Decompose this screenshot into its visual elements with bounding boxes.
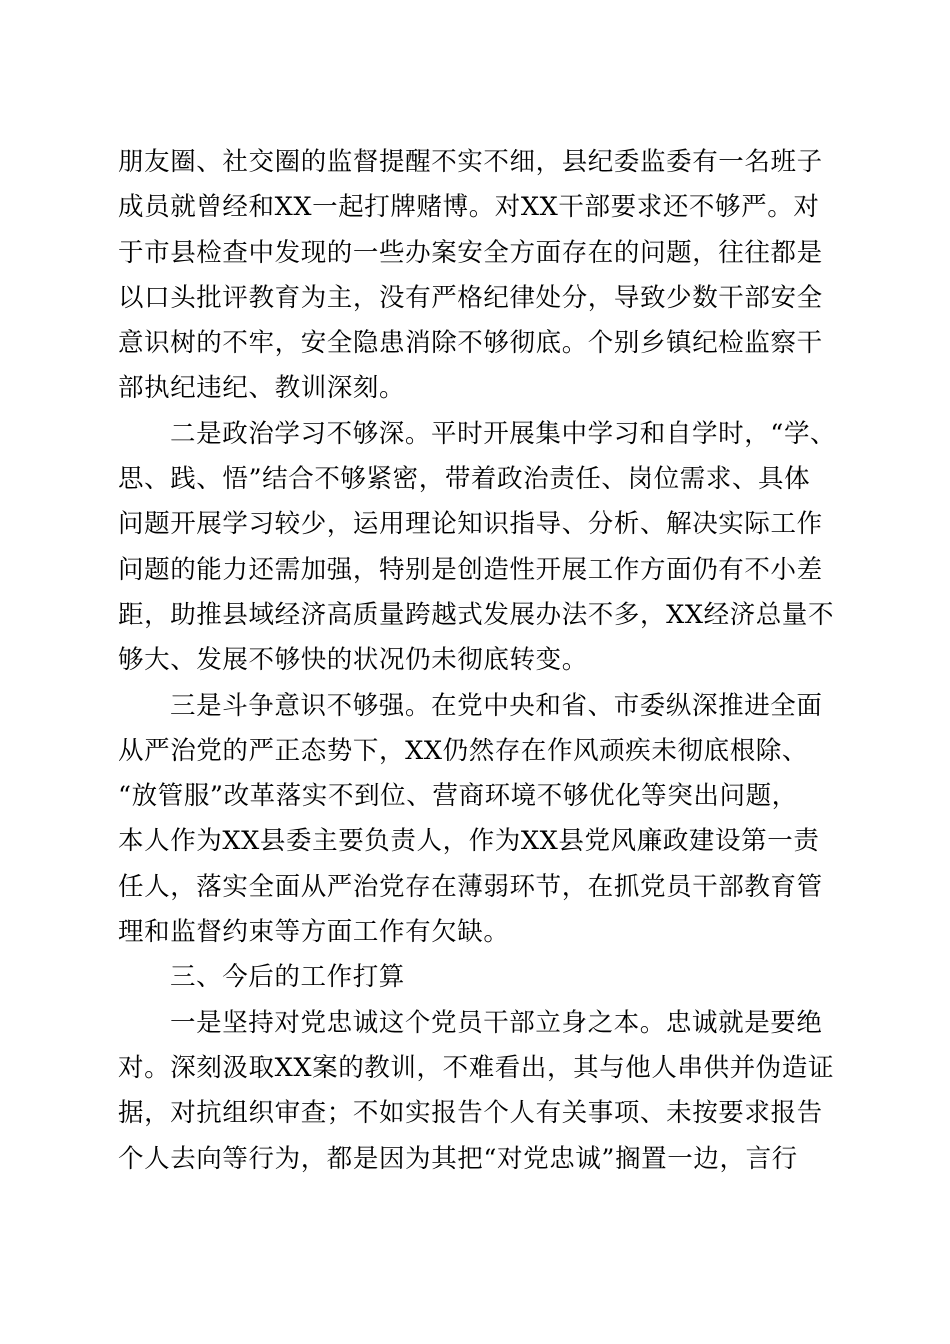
text-line: 问题开展学习较少，运用理论知识指导、分析、解决实际工作 bbox=[118, 509, 823, 540]
text-line: 据，对抗组织审查；不如实报告个人有关事项、未按要求报告 bbox=[118, 1098, 823, 1129]
text-line: 意识树的不牢，安全隐患消除不够彻底。个别乡镇纪检监察干 bbox=[118, 328, 823, 359]
text-line: 二是政治学习不够深。平时开展集中学习和自学时，“学、 bbox=[170, 418, 837, 449]
text-line: 三是斗争意识不够强。在党中央和省、市委纵深推进全面 bbox=[170, 690, 823, 721]
text-line: 以口头批评教育为主，没有严格纪律处分，导致少数干部安全 bbox=[118, 282, 823, 313]
text-line: 思、践、悟”结合不够紧密，带着政治责任、岗位需求、具体 bbox=[118, 464, 811, 495]
text-line: 成员就曾经和XX一起打牌赌博。对XX干部要求还不够严。对 bbox=[118, 192, 820, 223]
text-line: 够大、发展不够快的状况仍未彻底转变。 bbox=[118, 645, 588, 676]
text-line: 个人去向等行为，都是因为其把“对党忠诚”搁置一边，言行 bbox=[118, 1143, 798, 1174]
text-line: 一是坚持对党忠诚这个党员干部立身之本。忠诚就是要绝 bbox=[170, 1007, 823, 1038]
text-line: 从严治党的严正态势下，XX仍然存在作风顽疾未彻底根除、 bbox=[118, 735, 809, 766]
text-line: 部执纪违纪、教训深刻。 bbox=[118, 373, 406, 404]
section-heading: 三、今后的工作打算 bbox=[170, 962, 405, 993]
text-line: “放管服”改革落实不到位、营商环境不够优化等突出问题， bbox=[118, 781, 798, 812]
text-line: 朋友圈、社交圈的监督提醒不实不细，县纪委监委有一名班子 bbox=[118, 147, 823, 177]
text-line: 任人，落实全面从严治党存在薄弱环节，在抓党员干部教育管 bbox=[118, 871, 823, 902]
text-line: 本人作为XX县委主要负责人，作为XX县党风廉政建设第一责 bbox=[118, 826, 820, 857]
text-line: 对。深刻汲取XX案的教训，不难看出，其与他人串供并伪造证 bbox=[118, 1052, 835, 1083]
document-body bbox=[118, 140, 837, 1182]
text-line: 距，助推县域经济高质量跨越式发展办法不多，XX经济总量不 bbox=[118, 599, 835, 630]
text-line: 理和监督约束等方面工作有欠缺。 bbox=[118, 917, 510, 948]
text-line: 问题的能力还需加强，特别是创造性开展工作方面仍有不小差 bbox=[118, 554, 823, 585]
text-line: 于市县检查中发现的一些办案安全方面存在的问题，往往都是 bbox=[118, 237, 823, 268]
